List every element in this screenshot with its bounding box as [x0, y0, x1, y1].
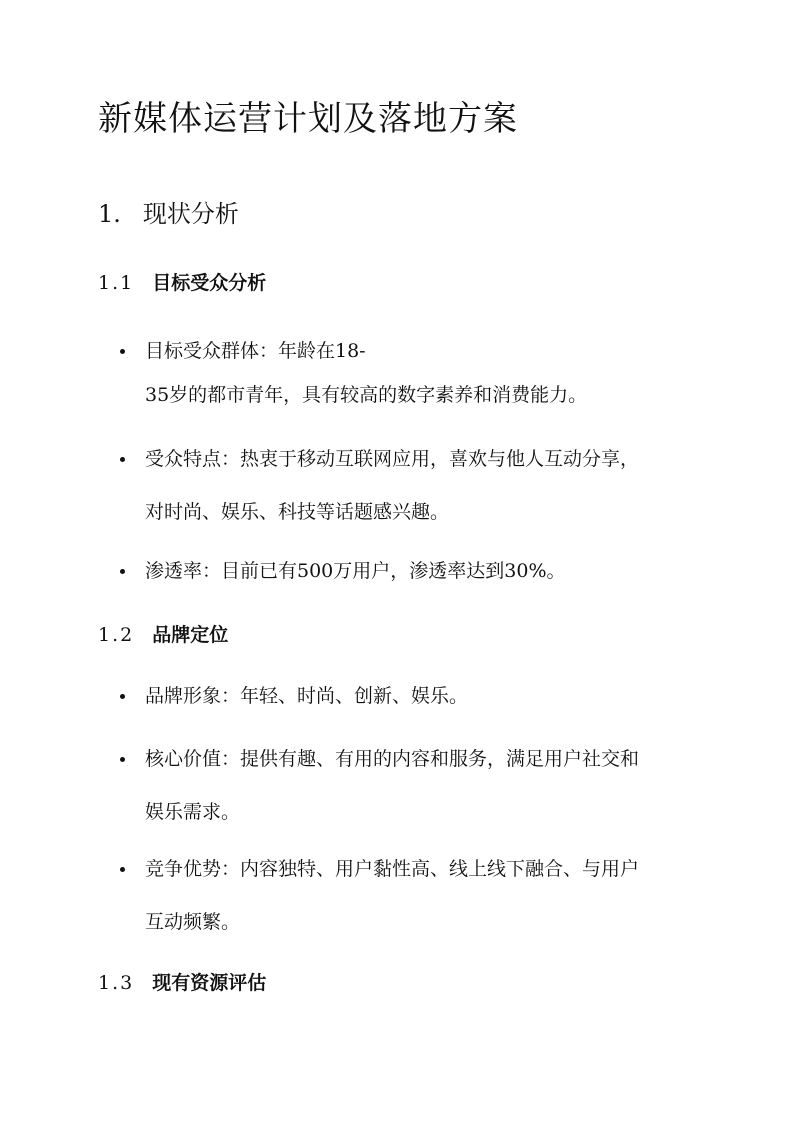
subsection-number: 1.1	[98, 272, 135, 294]
bullet-dot	[120, 757, 125, 762]
list-item-line: 受众特点：热衷于移动互联网应用，喜欢与他人互动分享，	[145, 448, 640, 470]
subsection-heading-1-1	[98, 268, 266, 298]
subsection-title: 品牌定位	[152, 624, 229, 646]
bullet-dot	[120, 694, 125, 699]
section-heading-1	[98, 196, 239, 232]
list-item-line: 对时尚、娱乐、科技等话题感兴趣。	[145, 501, 450, 523]
bullet-dot	[120, 349, 125, 354]
bullet-dot	[120, 867, 125, 872]
bullet-dot	[120, 569, 125, 574]
bullet-dot	[120, 457, 125, 462]
list-item	[114, 325, 714, 422]
list-item-line: 目标受众群体：年龄在18-	[145, 340, 366, 362]
document-title: 新媒体运营计划及落地方案	[98, 99, 518, 139]
section-number: 1.	[98, 200, 121, 228]
subsection-heading-1-2	[98, 620, 228, 650]
list-item-line: 渗透率：目前已有500万用户，渗透率达到30%。	[145, 560, 566, 582]
list-item	[114, 843, 714, 949]
list-item-line: 娱乐需求。	[145, 801, 241, 823]
list-item	[114, 670, 714, 723]
list-item	[114, 433, 714, 539]
list-item-line: 品牌形象：年轻、时尚、创新、娱乐。	[145, 685, 469, 707]
subsection-title: 目标受众分析	[152, 272, 267, 294]
subsection-number: 1.2	[98, 624, 135, 646]
list-item-line: 互动频繁。	[145, 911, 241, 933]
list-item-line: 核心价值：提供有趣、有用的内容和服务，满足用户社交和	[145, 748, 640, 770]
subsection-heading-1-3	[98, 968, 266, 998]
subsection-title: 现有资源评估	[152, 972, 267, 994]
subsection-number: 1.3	[98, 972, 135, 994]
list-item	[114, 545, 714, 598]
list-item-line: 35岁的都市青年，具有较高的数字素养和消费能力。	[145, 384, 588, 406]
list-item-line: 竞争优势：内容独特、用户黏性高、线上线下融合、与用户	[145, 858, 640, 880]
section-title: 现状分析	[142, 200, 239, 228]
list-item	[114, 733, 714, 839]
